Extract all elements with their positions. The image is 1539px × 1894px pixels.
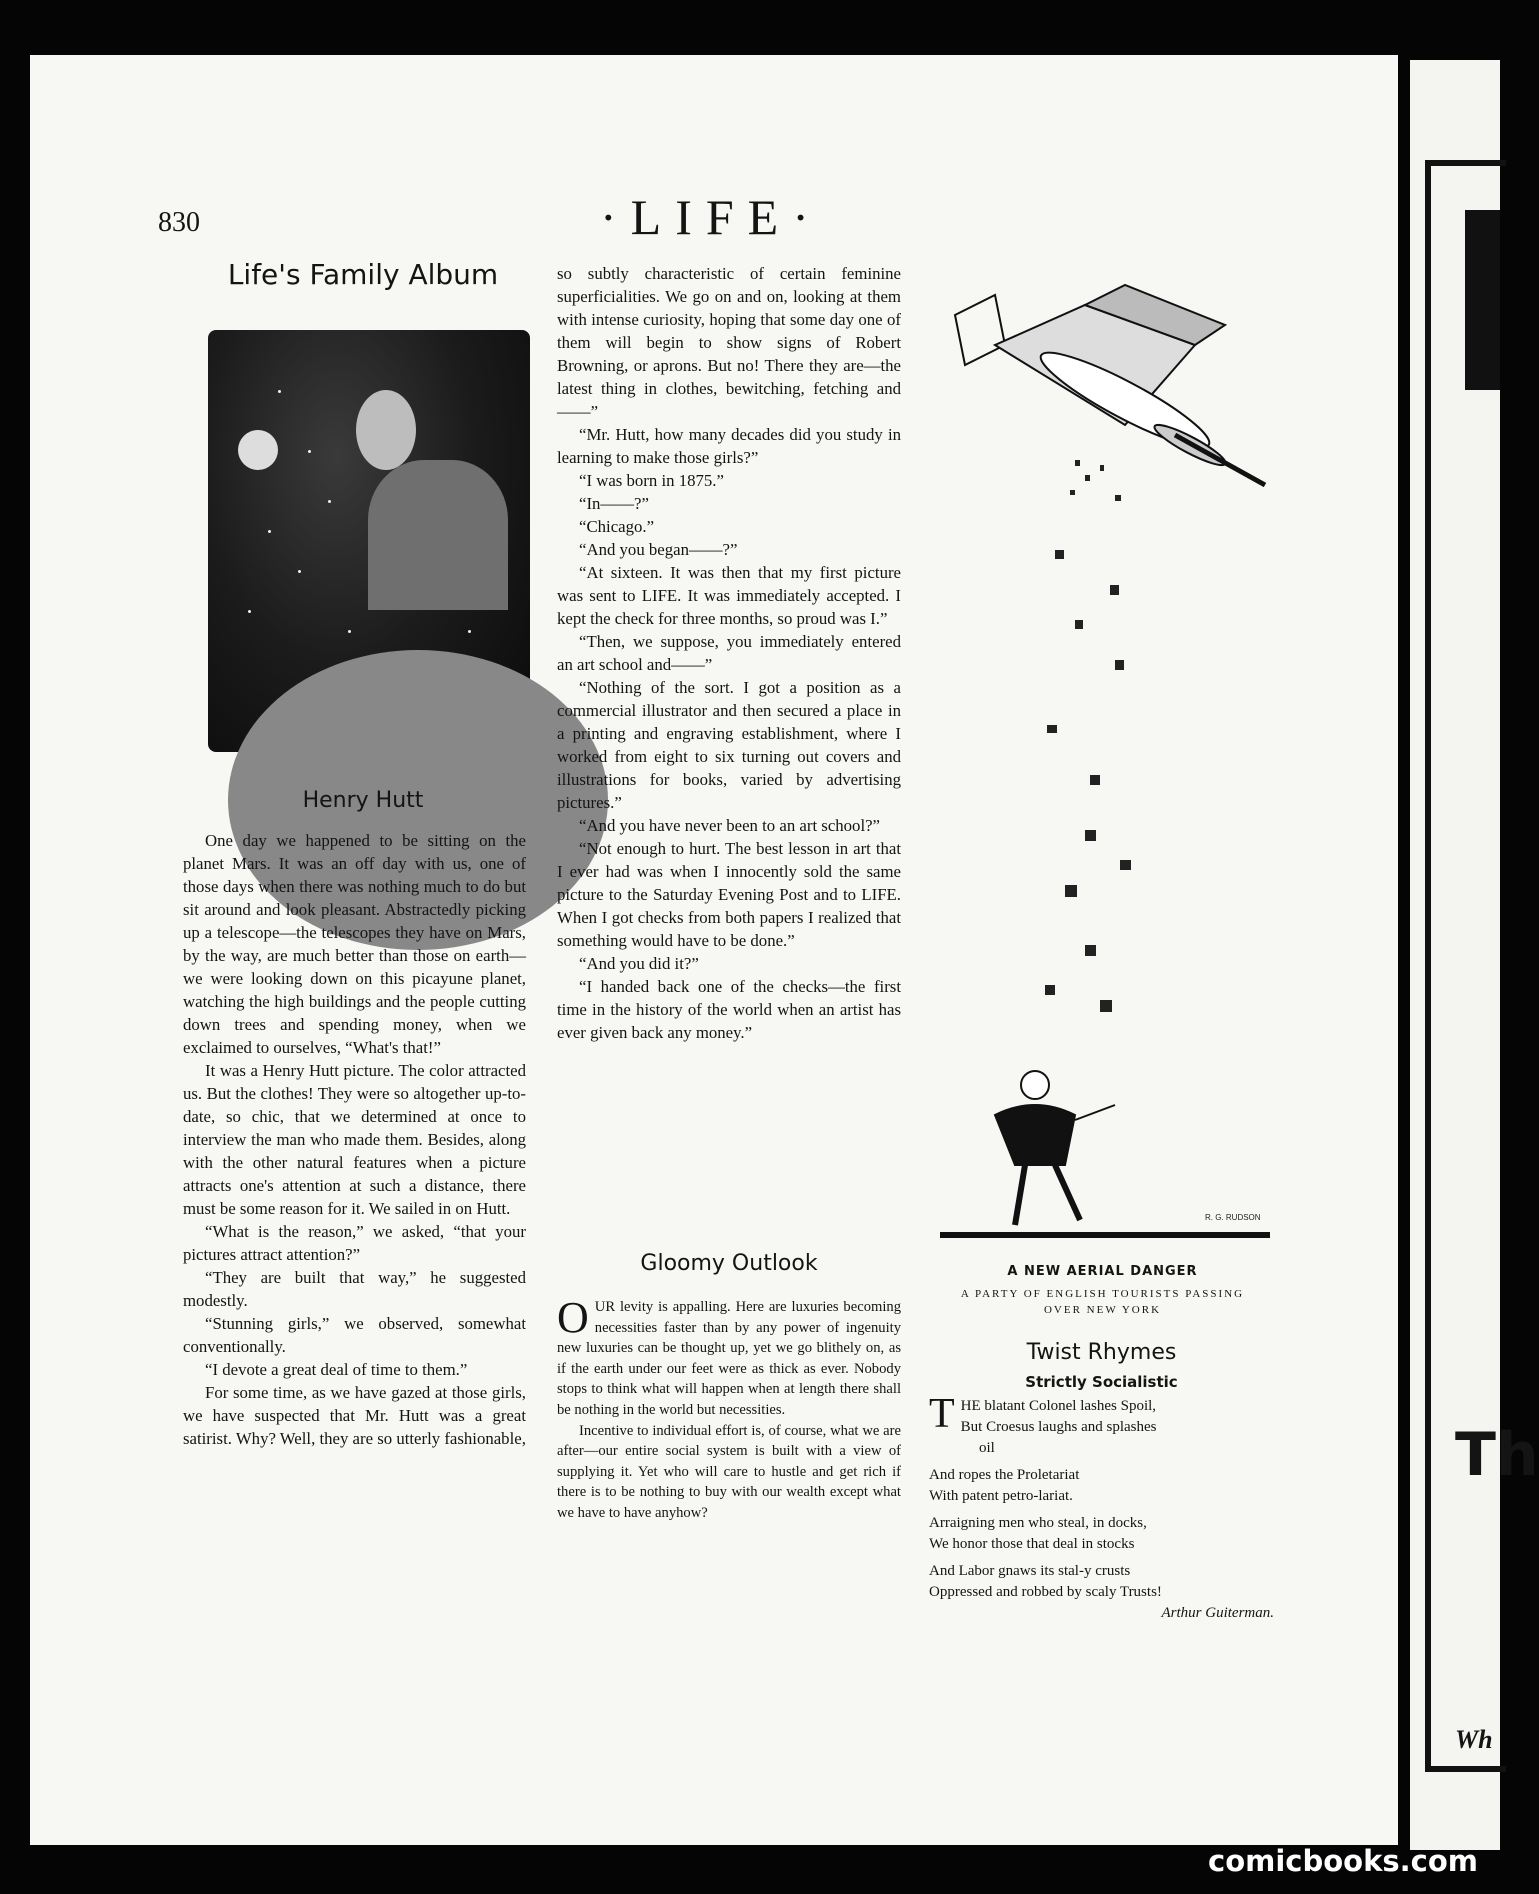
star [278,390,281,393]
star [348,630,351,633]
poem-line: And Labor gnaws its stal-y crusts [929,1563,1131,1579]
poem-line: Arraigning men who steal, in docks, [929,1515,1147,1531]
figure-face [356,390,416,470]
star [248,610,251,613]
cartoon-caption-sub [930,1286,1275,1318]
site-watermark: comicbooks.com [1208,1844,1478,1878]
paragraph: “Nothing of the sort. I got a position as a commercial illustrator and then secured a place in a printing and engraving establishment, where I worked from eight to six turning out covers and illustrations for books, varied by advertising pictures.” [557,678,901,812]
interview-column-1 [183,829,526,1450]
paragraph: “And you began——?” [579,540,738,559]
poem-subtitle: Strictly Socialistic [1025,1373,1178,1391]
falling-tourists [1045,460,1131,1012]
poem-stanza [929,1465,1274,1507]
facing-page-frame [1425,160,1506,1772]
star [298,570,301,573]
poem-author: Arthur Guiterman. [1161,1605,1274,1621]
poem-line: Oppressed and robbed by scaly Trusts! [929,1584,1162,1600]
star [308,450,311,453]
poem-line: HE blatant Colonel lashes Spoil, [960,1398,1157,1414]
facing-page-heading: Th [1455,1420,1539,1490]
poem-line: But Croesus laughs and splashes [960,1419,1157,1435]
figure-shoulder [368,460,508,610]
aerial-danger-cartoon [935,285,1275,1260]
artist-signature: R. G. RUDSON [1205,1213,1261,1222]
poem [929,1391,1274,1630]
paragraph: Incentive to individual effort is, of course, what we are after—our entire social system is built with a view of supplying it. Yet who will care to hustle and get rich if there is to be nothing to buy with our wealth except what we have to have anyhow? [557,1422,901,1521]
facing-page-footer: Wh [1455,1725,1493,1754]
moon-shape [238,430,278,470]
facing-page-letter: I [1465,210,1500,390]
paragraph: “Stunning girls,” we observed, somewhat conventionally. [183,1314,526,1356]
paragraph: “At sixteen. It was then that my first picture was sent to LIFE. It was immediately accepted. I kept the check for three months, so proud was I.” [557,563,901,628]
gloomy-title: Gloomy Outlook [640,1251,818,1276]
paragraph: “I devote a great deal of time to them.” [205,1360,468,1379]
startled-man [995,1071,1115,1225]
star [328,500,331,503]
poem-stanza [929,1561,1274,1624]
interview-title: Henry Hutt [302,788,424,813]
cartoon-caption-title: A NEW AERIAL DANGER [1007,1264,1198,1279]
airship-illustration [955,285,1265,485]
poem-line: With patent petro-lariat. [929,1488,1073,1504]
paragraph-text: UR levity is appalling. Here are luxuries becoming necessities faster than by any power of ingenuity new luxuries can be thought up, yet we go blithely on, as if the earth under our feet were as thick as ever. Nobody stops to think what will happen when at length there shall be nothing in the world but necessities. [557,1299,901,1418]
star [268,530,271,533]
gloomy-article [557,1293,901,1524]
poem-stanza [929,1513,1274,1555]
poem-stanza [929,1391,1274,1459]
star [468,630,471,633]
paragraph: “They are built that way,” he suggested modestly. [183,1268,526,1310]
paragraph: “And you have never been to an art school?” [579,816,881,835]
paragraph: “In——?” [579,494,649,513]
drop-cap: T [929,1391,955,1437]
paragraph: “I was born in 1875.” [579,471,724,490]
interview-column-2 [557,262,901,1044]
paragraph [557,1293,901,1421]
paragraph: “Mr. Hutt, how many decades did you study in learning to make those girls?” [557,425,901,467]
portrait-illustration [208,330,530,752]
paragraph: “I handed back one of the checks—the first time in the history of the world when an artist has ever given back any money.” [557,977,901,1042]
caption-line: OVER NEW YORK [1043,1304,1162,1316]
masthead: ·LIFE· [600,189,823,245]
paragraph: For some time, as we have gazed at those girls, we have suspected that Mr. Hutt was a great satirist. Why? Well, they are so utterly fashionable, [183,1383,526,1448]
album-title: Life's Family Album [227,258,499,291]
paragraph: “Not enough to hurt. The best lesson in art that I ever had was when I innocently sold the same picture to the Saturday Evening Post and to LIFE. When I got checks from both papers I realized that something would have to be done.” [557,839,901,950]
paragraph: “Chicago.” [579,517,655,536]
poem-line: oil [979,1440,995,1456]
paragraph: It was a Henry Hutt picture. The color attracted us. But the clothes! They were so altogether up-to-date, so chic, that we determined at once to interview the man who made them. Besides, along with the other natural features when a picture attracts one's attention at such a distance, there must be some reason for it. We sailed in on Hutt. [183,1061,526,1218]
poem-title: Twist Rhymes [1026,1340,1177,1365]
drop-cap: O [557,1293,589,1342]
paragraph: One day we happened to be sitting on the planet Mars. It was an off day with us, one of those days when there was nothing much to do but sit around and look pleasant. Abstractedly picking up a telescope—the telescopes they have on Mars, by the way, are much better than those on earth—we were looking down on this picayune planet, watching the high buildings and the people cutting down trees and spending money, when we exclaimed to ourselves, “What's that!” [183,831,526,1057]
page-number: 830 [158,207,200,238]
caption-line: A PARTY OF ENGLISH TOURISTS PASSING [960,1288,1245,1300]
paragraph: “What is the reason,” we asked, “that your pictures attract attention?” [183,1222,526,1264]
paragraph: so subtly characteristic of certain feminine superficialities. We go on and on, looking at them with intense curiosity, hoping that some day one of them will begin to show signs of Robert Browning, or aprons. But no! There they are—the latest thing in clothes, bewitching, fetching and——” [557,264,901,421]
paragraph: “Then, we suppose, you immediately entered an art school and——” [557,632,901,674]
paragraph: “And you did it?” [579,954,699,973]
poem-line: We honor those that deal in stocks [929,1536,1135,1552]
poem-line: And ropes the Proletariat [929,1467,1080,1483]
